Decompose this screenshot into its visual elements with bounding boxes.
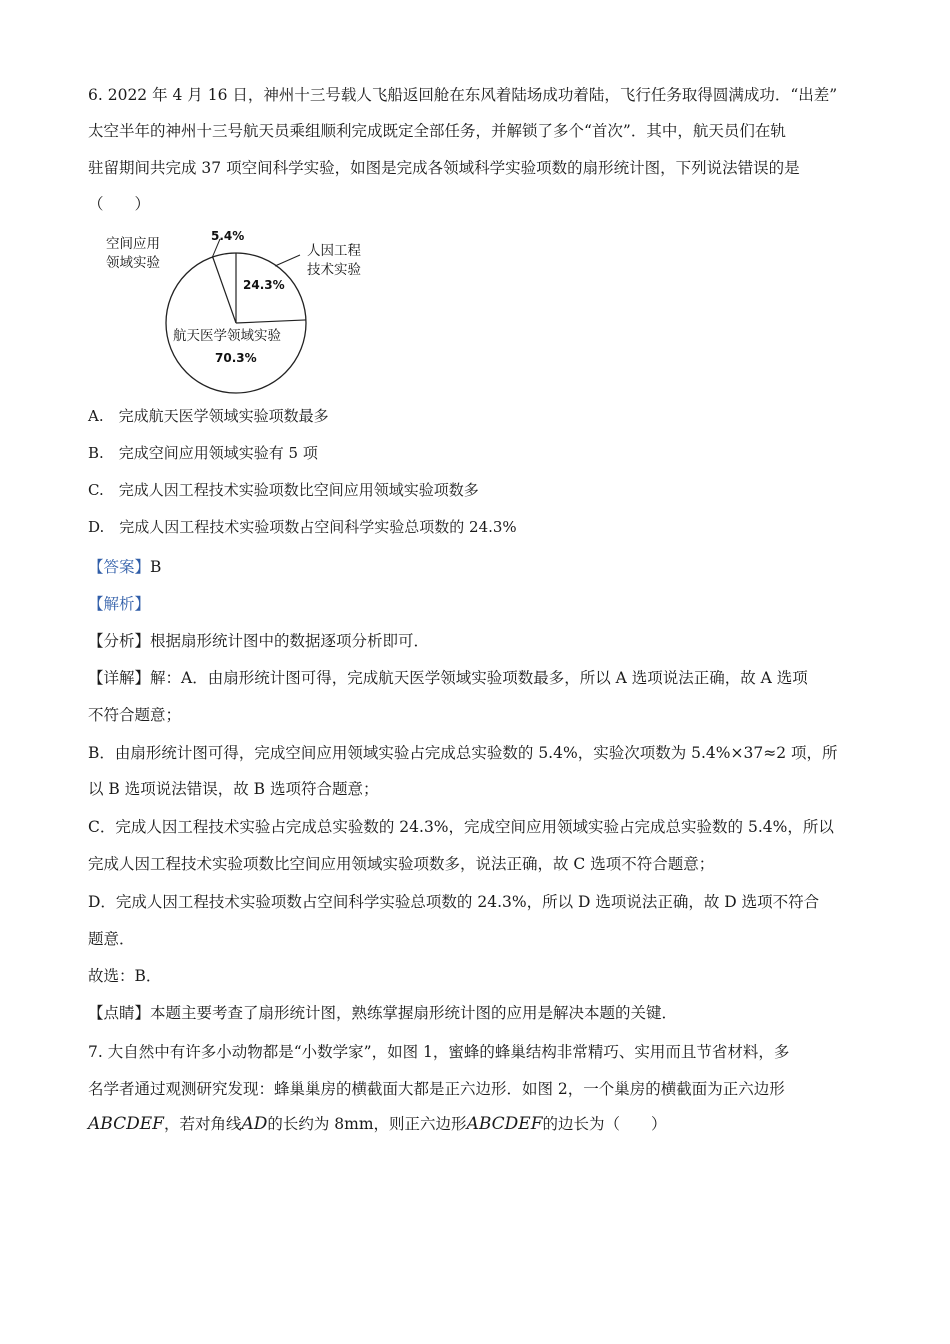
q7-line-3: [88, 1112, 667, 1134]
label-human-line-1: 人因工程: [307, 243, 361, 259]
q6-line-1: 6. 2022 年 4 月 16 日，神州十三号载人飞船返回舱在东风着陆场成功着陆，飞行任务取得圆满成功．“出差”: [88, 86, 838, 104]
q6-line-3: 驻留期间共完成 37 项空间科学实验，如图是完成各领域科学实验项数的扇形统计图，下列说法错误的是: [88, 159, 800, 177]
detail-line-6: 完成人因工程技术实验项数比空间应用领域实验项数多，说法正确，故 C 选项不符合题意；: [88, 855, 715, 873]
var-abcdef-1: ABCDEF: [88, 1114, 164, 1134]
q7-line-2: 名学者通过观测研究发现：蜂巢巢房的横截面大都是正六边形．如图 2，一个巢房的横截面为正六边形: [88, 1080, 785, 1098]
comment-text: 本题主要考查了扇形统计图，熟练掌握扇形统计图的应用是解决本题的关键．: [150, 1004, 678, 1022]
label-space-line-1: 空间应用: [106, 236, 160, 252]
var-abcdef-2: ABCDEF: [466, 1114, 543, 1134]
label-space-line-2: 领域实验: [106, 255, 160, 271]
var-ad: AD: [241, 1114, 268, 1134]
q7-text-1: ，若对角线: [163, 1115, 242, 1133]
option-c: C. 完成人因工程技术实验项数比空间应用领域实验项数多: [88, 481, 479, 499]
analysis-text: 根据扇形统计图中的数据逐项分析即可．: [150, 632, 430, 650]
answer-value: B: [150, 558, 162, 576]
comment-tag: 【点睛】: [88, 1004, 151, 1022]
option-b: B. 完成空间应用领域实验有 5 项: [88, 444, 318, 462]
pie-chart: [96, 222, 386, 397]
pie-boundary-1: [236, 320, 306, 323]
detail-line-2: 不符合题意；: [88, 706, 182, 724]
label-space-percent: 5.4%: [211, 229, 245, 243]
option-d: D. 完成人因工程技术实验项数占空间科学实验总项数的 24.3%: [88, 518, 517, 536]
label-human-percent: 24.3%: [243, 278, 285, 292]
pie-boundary-2: [213, 257, 236, 323]
q7-text-3: 的边长为（ ）: [542, 1115, 667, 1133]
analysis-heading: [88, 592, 150, 614]
detail-line-3: B．由扇形统计图可得，完成空间应用领域实验占完成总实验数的 5.4%，实验次项数为 5.4%×37≈2 项，所: [88, 744, 838, 762]
q7-text-2: 的长约为 8mm，则正六边形: [267, 1115, 467, 1133]
detail-tag: 【详解】: [88, 669, 151, 687]
detail-line-9: 故选：B．: [88, 967, 162, 985]
q6-line-4: （ ）: [88, 195, 151, 213]
analysis-tag: 【解析】: [88, 595, 151, 613]
comment-line: [88, 1001, 677, 1023]
analysis-label: 【分析】: [88, 632, 151, 650]
leader-line-human: [275, 255, 300, 266]
detail-line-8: 题意．: [88, 930, 135, 948]
detail-line-7: D．完成人因工程技术实验项数占空间科学实验总项数的 24.3%，所以 D 选项说法正确，故 D 选项不符合: [88, 893, 820, 911]
q6-line-2: 太空半年的神州十三号航天员乘组顺利完成既定全部任务，并解锁了多个“首次”．其中，航天员们在轨: [88, 122, 786, 140]
analysis-line: [88, 629, 429, 651]
label-medical-percent: 70.3%: [215, 351, 257, 365]
label-medical-line-1: 航天医学领域实验: [173, 328, 281, 344]
q7-line-1: 7. 大自然中有许多小动物都是“小数学家”，如图 1，蜜蜂的蜂巢结构非常精巧、实用而且节省材料，多: [88, 1043, 790, 1061]
option-a: A. 完成航天医学领域实验项数最多: [88, 407, 329, 425]
detail-line-5: C．完成人因工程技术实验占完成总实验数的 24.3%，完成空间应用领域实验占完成总实验数的 5.4%，所以: [88, 818, 834, 836]
detail-line-4: 以 B 选项说法错误，故 B 选项符合题意；: [88, 780, 379, 798]
detail-line-1: [88, 666, 808, 688]
answer-line: [88, 555, 161, 577]
detail-text-1: 解：A．由扇形统计图可得，完成航天医学领域实验项数最多，所以 A 选项说法正确，故 A 选项: [150, 669, 808, 687]
label-human-line-2: 技术实验: [307, 262, 361, 278]
answer-tag: 【答案】: [88, 558, 151, 576]
